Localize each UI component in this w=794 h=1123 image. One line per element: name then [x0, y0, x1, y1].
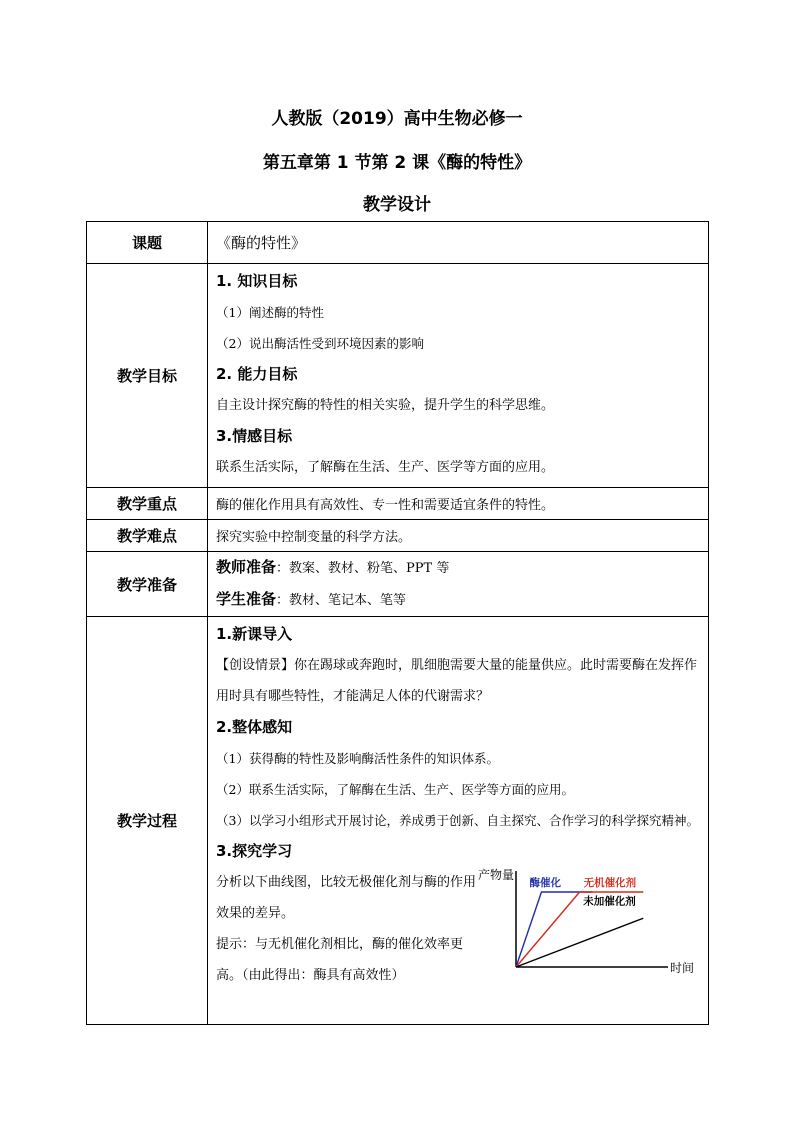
row-topic — [87, 222, 709, 264]
explore-heading: 3.探究学习 — [216, 842, 293, 860]
label-prep: 教学准备 — [87, 552, 208, 617]
knowledge-heading: 1. 知识目标 — [216, 272, 298, 290]
intro-text: 【创设情景】你在踢球或奔跑时，肌细胞需要大量的能量供应。此时需要酶在发挥作用时具有哪些特性，才能满足人体的代谢需求？ — [216, 658, 698, 704]
difficult-value: 探究实验中控制变量的科学方法。 — [216, 530, 412, 545]
student-prep — [216, 584, 704, 616]
row-key — [87, 488, 709, 520]
doc-title-line3: 教学设计 — [363, 195, 431, 215]
overall-item-1: （1）获得酶的特性及影响酶活性条件的知识体系。 — [216, 751, 499, 766]
row-difficult — [87, 520, 709, 552]
label-difficult: 教学难点 — [87, 520, 208, 552]
emotion-text: 联系生活实际，了解酶在生活、生产、医学等方面的应用。 — [216, 460, 555, 475]
teacher-prep — [216, 552, 704, 584]
row-goals — [87, 264, 709, 488]
prep-cell — [208, 552, 709, 617]
row-prep — [87, 552, 709, 617]
series-line-1 — [516, 892, 592, 967]
difficult-cell — [208, 520, 709, 552]
x-axis-label: 时间 — [670, 961, 695, 975]
reaction-curve-chart — [478, 867, 696, 985]
label-goals: 教学目标 — [87, 264, 208, 488]
student-prep-value: ：教材、笔记本、笔等 — [276, 593, 407, 608]
y-axis-label: 产物量 — [478, 868, 515, 882]
key-cell — [208, 488, 709, 520]
student-prep-label: 学生准备 — [216, 590, 277, 608]
overall-heading: 2.整体感知 — [216, 718, 293, 736]
explore-text-1: 分析以下曲线图，比较无极催化剂与酶的作用效果的差异。 — [216, 875, 477, 921]
series-label-3: 未加催化剂 — [583, 895, 636, 908]
explore-text-2: 提示：与无机催化剂相比，酶的催化效率更高。（由此得出：酶具有高效性） — [216, 937, 464, 983]
knowledge-item-2: （2）说出酶活性受到环境因素的影响 — [216, 336, 424, 351]
series-label-2: 无机催化剂 — [583, 877, 637, 889]
label-topic: 课题 — [87, 222, 208, 264]
label-process: 教学过程 — [87, 617, 208, 1025]
lesson-plan-table — [86, 221, 709, 1025]
explore-text-block — [216, 867, 486, 991]
overall-item-2: （2）联系生活实际，了解酶在生活、生产、医学等方面的应用。 — [216, 782, 574, 797]
row-process — [87, 617, 709, 1025]
key-value: 酶的催化作用具有高效性、专一性和需要适宜条件的特性。 — [216, 498, 555, 513]
series-label-1: 酶催化 — [529, 877, 561, 889]
topic-cell — [208, 222, 709, 264]
doc-title-line2: 第五章第 1 节第 2 课《酶的特性》 — [262, 153, 532, 173]
doc-title-line1: 人教版（2019）高中生物必修一 — [271, 109, 523, 129]
goals-cell — [208, 264, 709, 488]
process-cell — [208, 617, 709, 1025]
ability-heading: 2. 能力目标 — [216, 365, 298, 383]
knowledge-item-1: （1）阐述酶的特性 — [216, 305, 324, 320]
emotion-heading: 3.情感目标 — [216, 427, 293, 445]
overall-item-3: （3）以学习小组形式开展讨论，养成勇于创新、自主探究、合作学习的科学探究精神。 — [216, 813, 699, 828]
ability-text: 自主设计探究酶的特性的相关实验，提升学生的科学思维。 — [216, 398, 555, 413]
intro-heading: 1.新课导入 — [216, 625, 293, 643]
teacher-prep-value: ：教案、教材、粉笔、PPT 等 — [276, 561, 450, 576]
topic-value: 《酶的特性》 — [216, 234, 307, 252]
teacher-prep-label: 教师准备 — [216, 558, 277, 576]
process-content — [216, 619, 704, 991]
series-line-3 — [516, 918, 643, 967]
label-key: 教学重点 — [87, 488, 208, 520]
